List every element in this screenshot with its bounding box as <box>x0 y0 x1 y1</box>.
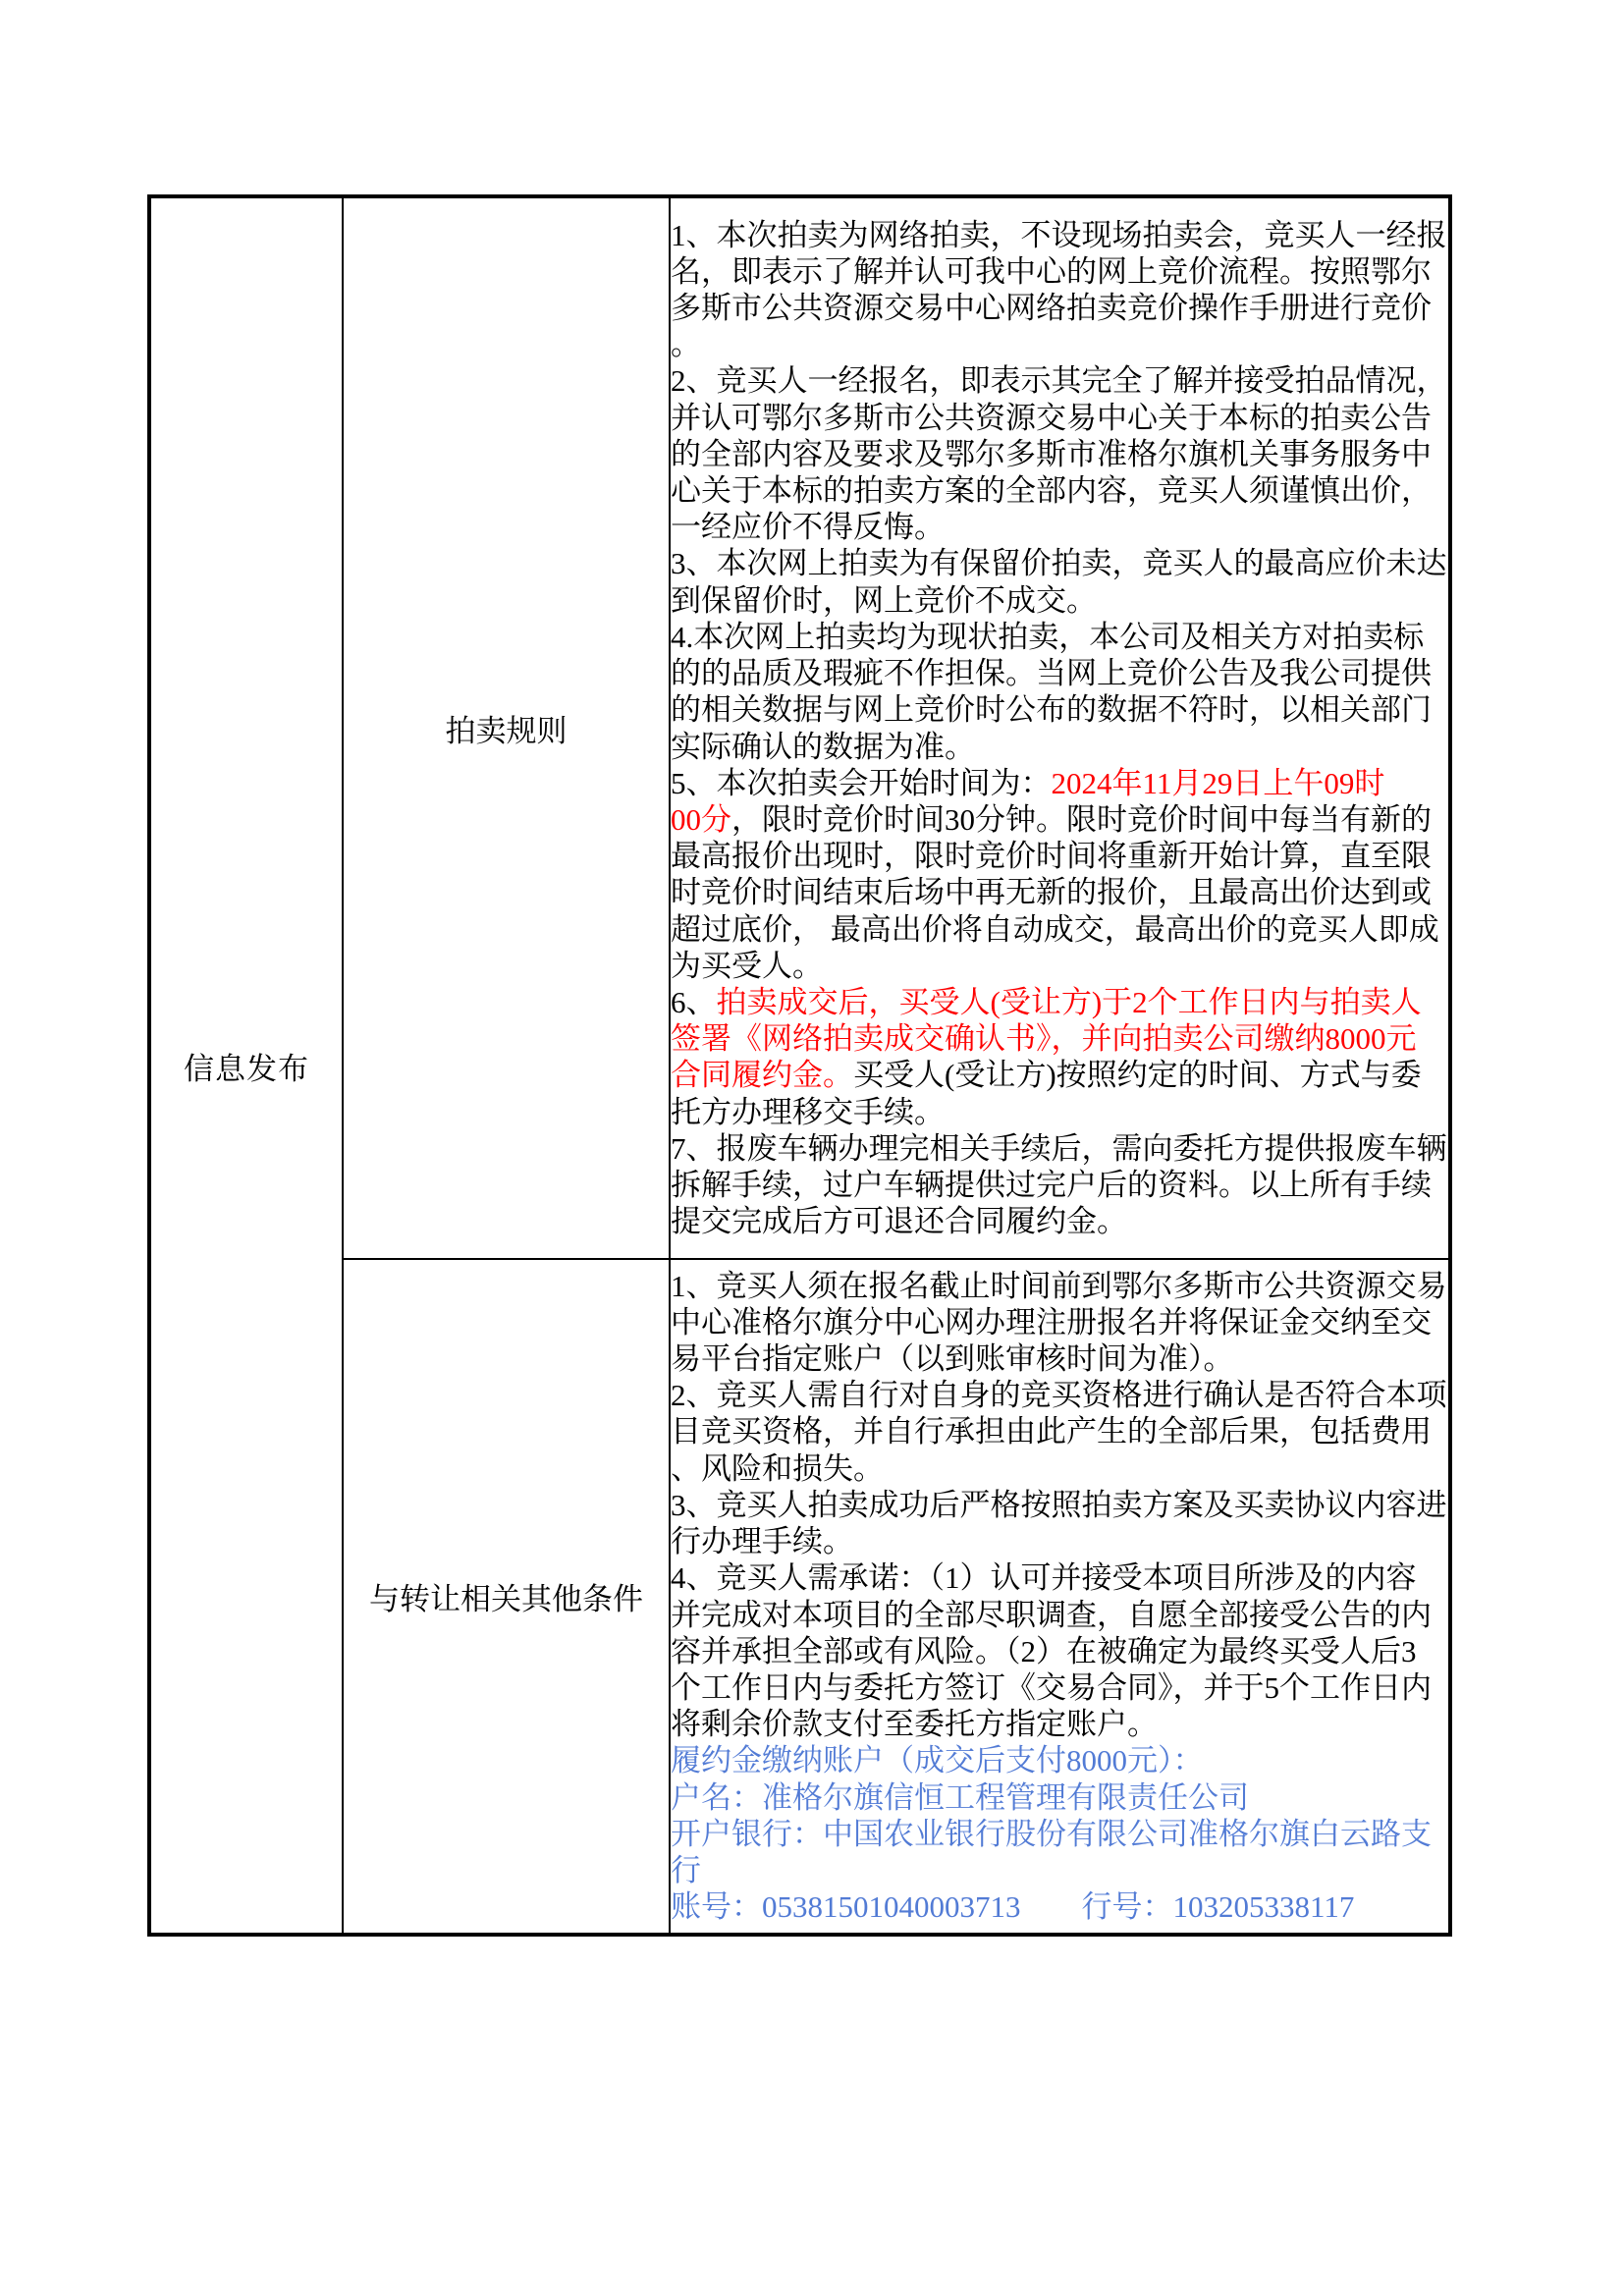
text-line <box>671 1413 1448 1449</box>
text-line <box>671 509 1448 545</box>
row-label-auction-rules: 拍卖规则 <box>343 196 670 1259</box>
text-line <box>671 655 1448 691</box>
text-line <box>671 1130 1448 1167</box>
text-line <box>671 1203 1448 1239</box>
text-line <box>671 765 1448 801</box>
text-segment: 的全部内容及要求及鄂尔多斯市准格尔旗机关事务服务中 <box>671 436 1432 471</box>
text-segment: 多斯市公共资源交易中心网络拍卖竞价操作手册进行竞价 <box>671 291 1432 326</box>
text-line <box>671 1852 1448 1888</box>
text-line <box>671 582 1448 619</box>
text-line <box>671 472 1448 509</box>
text-segment: 拆解手续，过户车辆提供过完户后的资料。以上所有手续 <box>671 1167 1432 1202</box>
auction-rules-content <box>670 196 1450 1259</box>
text-segment: 7、报废车辆办理完相关手续后，需向委托方提供报废车辆 <box>671 1130 1447 1166</box>
text-line <box>671 1450 1448 1487</box>
text-segment: 超过底价， 最高出价将自动成交，最高出价的竞买人即成 <box>671 911 1439 947</box>
text-line <box>671 545 1448 581</box>
text-segment: 开户银行：中国农业银行股份有限公司准格尔旗白云路支 <box>671 1816 1432 1851</box>
text-segment: 履约金缴纳账户（成交后支付8000元）： <box>671 1743 1204 1778</box>
text-segment: 4.本次网上拍卖均为现状拍卖，本公司及相关方对拍卖标 <box>671 619 1425 654</box>
text-segment: 00分 <box>671 801 731 837</box>
text-line <box>671 1304 1448 1340</box>
text-line <box>671 1742 1448 1778</box>
text-segment: 拍卖成交后，买受人(受让方)于2个工作日内与拍卖人 <box>716 984 1422 1019</box>
text-segment: 托方办理移交手续。 <box>671 1094 945 1129</box>
text-line <box>671 1057 1448 1093</box>
text-segment: 行办理手续。 <box>671 1524 853 1559</box>
text-line <box>671 217 1448 253</box>
text-segment: 4、竞买人需承诺：（1）认可并接受本项目所涉及的内容 <box>671 1560 1417 1596</box>
text-segment: 容并承担全部或有风险。（2）在被确定为最终买受人后3 <box>671 1633 1417 1668</box>
text-line <box>671 1340 1448 1377</box>
text-line <box>671 1268 1448 1304</box>
text-segment: 6、 <box>671 984 717 1019</box>
text-line <box>671 1633 1448 1669</box>
text-line <box>671 1888 1448 1925</box>
text-segment: 账号：05381501040003713 行号：103205338117 <box>671 1889 1355 1925</box>
text-line <box>671 1816 1448 1852</box>
text-line <box>671 1669 1448 1706</box>
text-segment: 的相关数据与网上竞价时公布的数据不符时，以相关部门 <box>671 692 1432 728</box>
text-line <box>671 1706 1448 1742</box>
text-line <box>671 290 1448 326</box>
text-segment: 1、竞买人须在报名截止时间前到鄂尔多斯市公共资源交易 <box>671 1268 1447 1303</box>
text-segment: 2024年11月29日上午09时 <box>1051 765 1385 800</box>
text-segment: 1、本次拍卖为网络拍卖，不设现场拍卖会，竞买人一经报 <box>671 217 1447 252</box>
text-segment: 名，即表示了解并认可我中心的网上竞价流程。按照鄂尔 <box>671 253 1432 289</box>
text-segment: 易平台指定账户（以到账审核时间为准）。 <box>671 1341 1234 1377</box>
text-segment: 心关于本标的拍卖方案的全部内容，竞买人须谨慎出价， <box>671 473 1432 509</box>
text-line <box>671 1559 1448 1596</box>
text-segment: 3、本次网上拍卖为有保留价拍卖，竞买人的最高应价未达 <box>671 546 1447 581</box>
text-line <box>671 1487 1448 1523</box>
text-segment: 的的品质及瑕疵不作担保。当网上竞价公告及我公司提供 <box>671 656 1432 691</box>
text-line <box>671 1597 1448 1633</box>
category-cell-info-release: 信息发布 <box>149 196 343 1935</box>
text-segment: 5、本次拍卖会开始时间为： <box>671 765 1052 800</box>
transfer-conditions-content <box>670 1259 1450 1935</box>
text-line <box>671 801 1448 838</box>
text-line <box>671 838 1448 874</box>
text-segment: 提交完成后方可退还合同履约金。 <box>671 1204 1127 1239</box>
text-segment: 一经应价不得反悔。 <box>671 510 945 545</box>
text-segment: 时竞价时间结束后场中再无新的报价，且最高出价达到或 <box>671 875 1432 910</box>
text-line <box>671 1167 1448 1203</box>
text-line <box>671 362 1448 399</box>
text-segment: ，限时竞价时间30分钟。限时竞价时间中每当有新的 <box>731 801 1432 837</box>
text-segment: 最高报价出现时，限时竞价时间将重新开始计算，直至限 <box>671 839 1432 874</box>
text-line <box>671 691 1448 728</box>
text-line <box>671 1377 1448 1413</box>
text-segment: 并认可鄂尔多斯市公共资源交易中心关于本标的拍卖公告 <box>671 400 1432 435</box>
text-segment: 买受人(受让方)按照约定的时间、方式与委 <box>853 1058 1422 1093</box>
text-segment: 3、竞买人拍卖成功后严格按照拍卖方案及买卖协议内容进 <box>671 1487 1447 1522</box>
text-segment: 目竞买资格，并自行承担由此产生的全部后果，包括费用 <box>671 1414 1432 1449</box>
text-line <box>671 948 1448 984</box>
text-line <box>671 911 1448 948</box>
text-segment: 实际确认的数据为准。 <box>671 729 975 764</box>
text-segment: 合同履约金。 <box>671 1058 853 1093</box>
info-release-table <box>147 194 1452 1937</box>
text-line <box>671 874 1448 910</box>
text-line <box>671 729 1448 765</box>
text-line <box>671 984 1448 1020</box>
text-line <box>671 1020 1448 1057</box>
text-segment: 为买受人。 <box>671 948 823 983</box>
text-segment: 2、竞买人需自行对自身的竞买资格进行确认是否符合本项 <box>671 1378 1447 1413</box>
text-segment: 2、竞买人一经报名，即表示其完全了解并接受拍品情况， <box>671 363 1447 399</box>
text-segment: 、风险和损失。 <box>671 1450 884 1486</box>
text-segment: 到保留价时，网上竞价不成交。 <box>671 582 1097 618</box>
text-segment: 将剩余价款支付至委托方指定账户。 <box>671 1707 1158 1742</box>
text-line <box>671 400 1448 436</box>
text-segment: 中心准格尔旗分中心网办理注册报名并将保证金交纳至交 <box>671 1304 1432 1339</box>
text-line <box>671 1779 1448 1816</box>
text-line <box>671 1523 1448 1559</box>
text-line <box>671 326 1448 362</box>
text-line <box>671 436 1448 472</box>
text-segment: 签署《网络拍卖成交确认书》，并向拍卖公司缴纳8000元 <box>671 1021 1417 1057</box>
text-line <box>671 619 1448 655</box>
text-line <box>671 253 1448 290</box>
text-line <box>671 1094 1448 1130</box>
text-segment: 。 <box>671 327 701 362</box>
text-segment: 户名：准格尔旗信恒工程管理有限责任公司 <box>671 1779 1249 1815</box>
text-segment: 行 <box>671 1852 701 1887</box>
text-segment: 个工作日内与委托方签订《交易合同》，并于5个工作日内 <box>671 1669 1432 1705</box>
row-label-transfer-conditions: 与转让相关其他条件 <box>343 1259 670 1935</box>
text-segment: 并完成对本项目的全部尽职调查，自愿全部接受公告的内 <box>671 1597 1432 1632</box>
